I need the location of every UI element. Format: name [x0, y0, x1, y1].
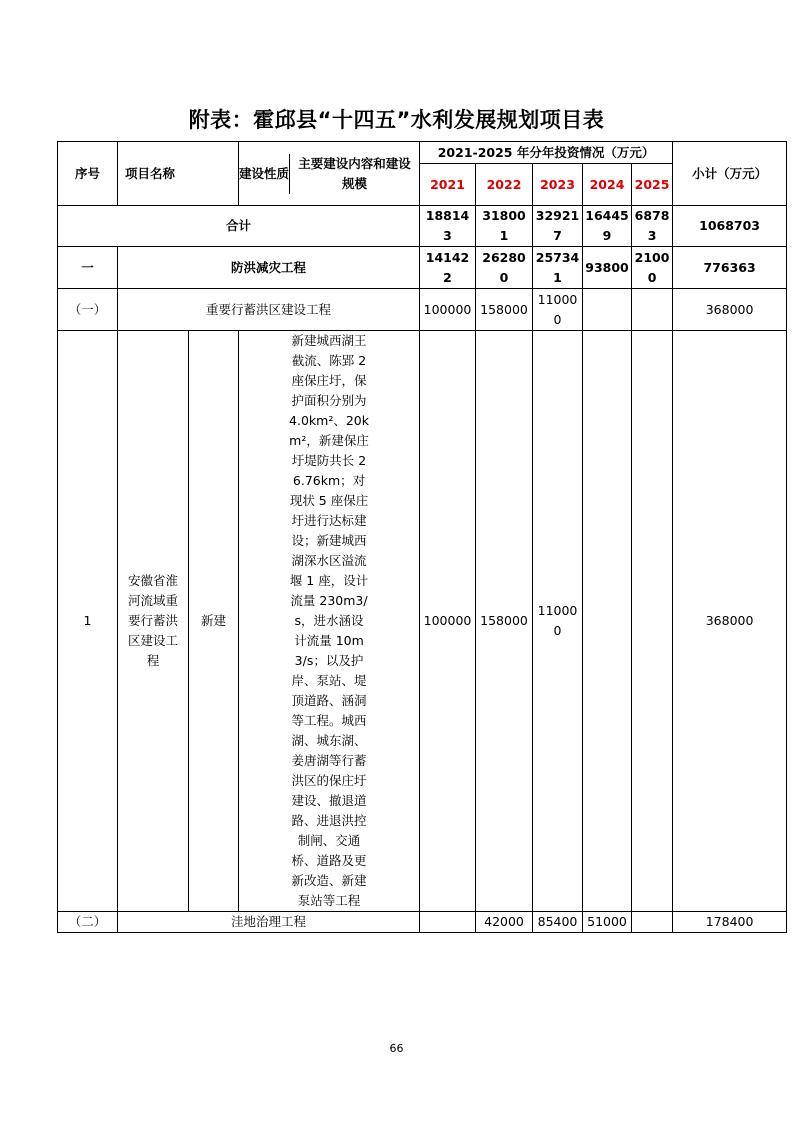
page-title: 附表：霍邱县“十四五”水利发展规划项目表: [188, 108, 605, 132]
total-value: 318001: [476, 206, 533, 247]
sub1-seq: （一）: [58, 289, 118, 331]
category-value: 262800: [476, 247, 533, 289]
header-seq: 序号: [58, 142, 118, 206]
project-scope: 新建城西湖王截流、陈郢 2 座保庄圩，保护面积分别为 4.0km²、20km²，新建保庄圩堤防共长 26.76km；对现状 5 座保庄圩进行达标建设；新建城西湖深水区溢流堰 1 座，设计流量 230m3/s，进水涵设计流量 10m3/s；以及护岸、泵站、堤顶道路、涵洞等工程。城西湖、城东湖、姜唐湖等行蓄洪区的保庄圩建设、撤退道路、进退洪控制闸、交通桥、道路及更新改造、新建泵站等工程: [239, 331, 420, 912]
category-value: 141422: [420, 247, 476, 289]
sub1-value: 158000: [476, 289, 533, 331]
project-value: [632, 331, 673, 912]
header-name: 项目名称: [118, 142, 239, 206]
header-year: 2025: [632, 164, 673, 206]
sub2-value: [420, 912, 476, 933]
table-row-subcategory: [58, 912, 787, 933]
sub1-value: 110000: [533, 289, 583, 331]
category-name: 防洪减灾工程: [118, 247, 420, 289]
sub1-subtotal: 368000: [673, 289, 787, 331]
total-value: 164459: [583, 206, 632, 247]
project-name: 安徽省淮河流域重要行蓄洪区建设工程: [118, 331, 189, 912]
sub2-value: 85400: [533, 912, 583, 933]
total-label: 合计: [58, 206, 420, 247]
header-year: 2021: [420, 164, 476, 206]
project-table: [57, 141, 787, 933]
header-year: 2022: [476, 164, 533, 206]
header-invest-group: 2021-2025 年分年投资情况（万元）: [420, 142, 673, 164]
table-row-project: [58, 331, 787, 912]
sub1-name: 重要行蓄洪区建设工程: [118, 289, 420, 331]
table-row-subcategory: [58, 289, 787, 331]
table-row-total: [58, 206, 787, 247]
project-value: 158000: [476, 331, 533, 912]
total-value: 188143: [420, 206, 476, 247]
header-year: 2023: [533, 164, 583, 206]
header-nature: 建设性质: [239, 154, 290, 194]
sub2-seq: （二）: [58, 912, 118, 933]
page-number: 66: [389, 1042, 404, 1055]
table-row-category: [58, 247, 787, 289]
project-value: 100000: [420, 331, 476, 912]
project-subtotal: 368000: [673, 331, 787, 912]
header-subtotal: 小计（万元）: [673, 142, 787, 206]
total-value: 68783: [632, 206, 673, 247]
total-value: 329217: [533, 206, 583, 247]
category-seq: 一: [58, 247, 118, 289]
sub2-value: [632, 912, 673, 933]
project-nature: 新建: [189, 331, 239, 912]
header-year: 2024: [583, 164, 632, 206]
category-value: 257341: [533, 247, 583, 289]
table-header-row: [58, 142, 787, 164]
sub1-value: 100000: [420, 289, 476, 331]
header-scope-text: 主要建设内容和建设规模: [298, 155, 411, 191]
project-value: 110000: [533, 331, 583, 912]
sub1-value: [632, 289, 673, 331]
project-value: [583, 331, 632, 912]
sub2-value: 42000: [476, 912, 533, 933]
sub2-value: 51000: [583, 912, 632, 933]
sub1-value: [583, 289, 632, 331]
category-value: 21000: [632, 247, 673, 289]
header-scope: [239, 142, 420, 206]
category-subtotal: 776363: [673, 247, 787, 289]
project-seq: 1: [58, 331, 118, 912]
category-value: 93800: [583, 247, 632, 289]
sub2-name: 洼地治理工程: [118, 912, 420, 933]
sub2-subtotal: 178400: [673, 912, 787, 933]
total-subtotal: 1068703: [673, 206, 787, 247]
